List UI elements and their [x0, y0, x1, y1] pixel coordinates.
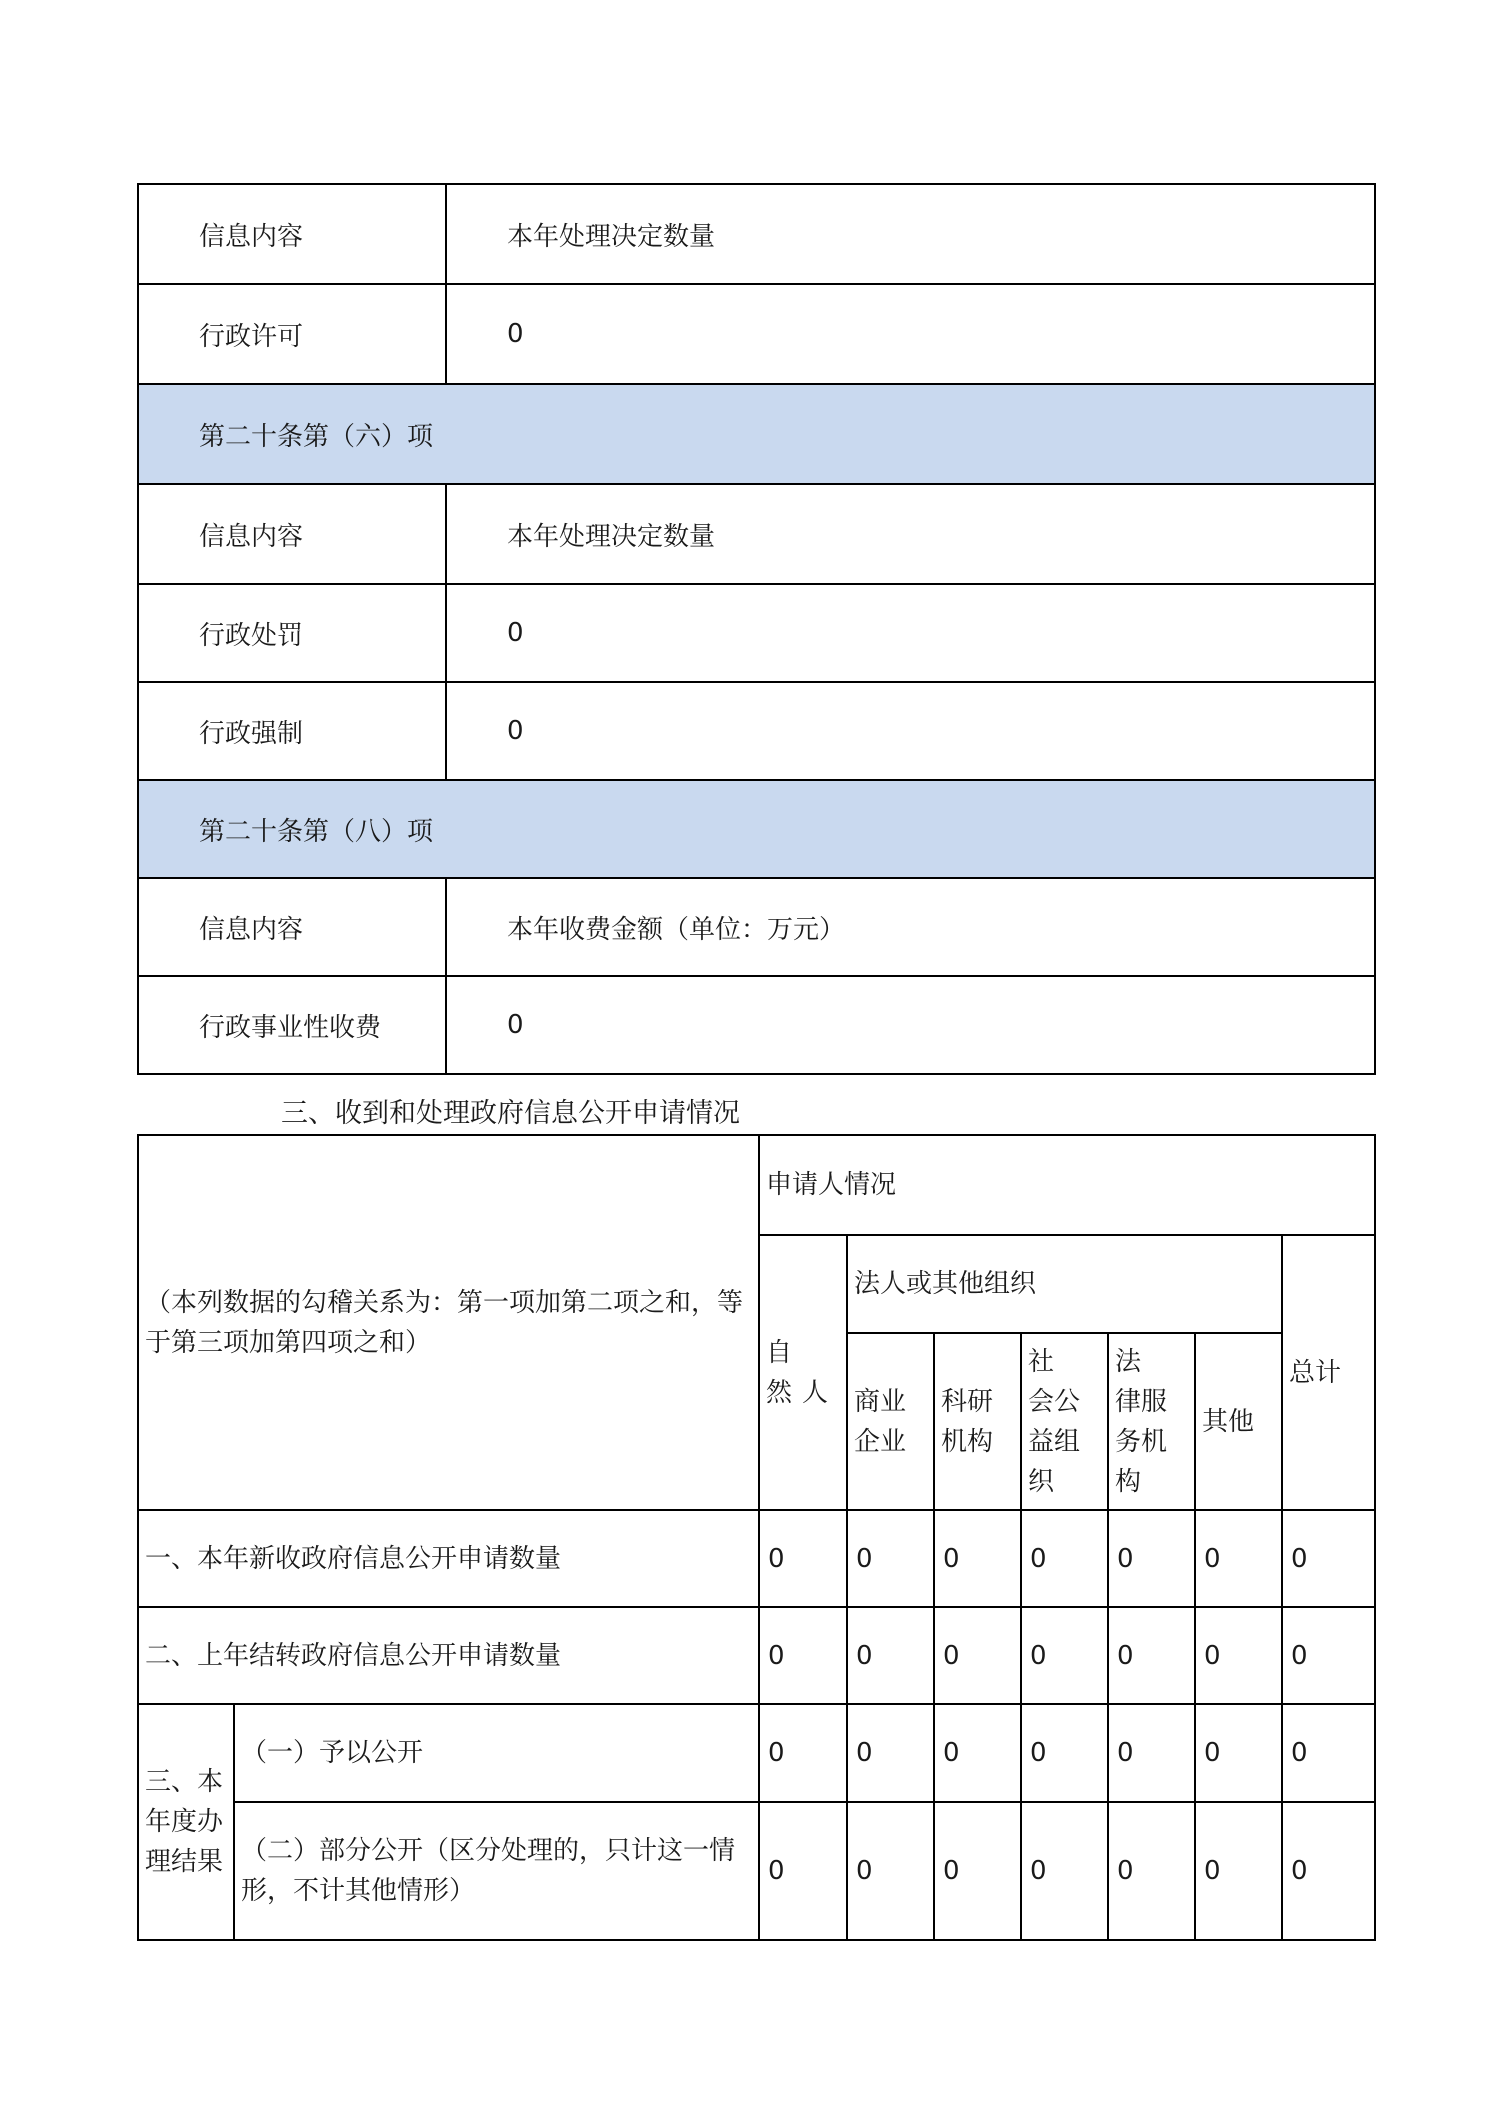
cell-value: 0 — [759, 1704, 847, 1802]
table-row — [138, 1510, 1375, 1607]
table-row — [138, 484, 1375, 584]
row-label: 信息内容 — [138, 484, 446, 584]
section-header-row — [138, 780, 1375, 878]
cell-value: 0 — [1021, 1802, 1108, 1940]
row-value: 本年收费金额（单位：万元） — [446, 878, 1375, 976]
cell-value: 0 — [1282, 1607, 1375, 1704]
table-row — [138, 1607, 1375, 1704]
col-header: 社 会公 益组织 — [1021, 1333, 1108, 1510]
cell-value: 0 — [1108, 1704, 1195, 1802]
applicant-header: 申请人情况 — [759, 1135, 1375, 1235]
row-label: 行政许可 — [138, 284, 446, 384]
section-header-row — [138, 384, 1375, 484]
row-value: 0 — [446, 284, 1375, 384]
section-header: 第二十条第（八）项 — [138, 780, 1375, 878]
cell-value: 0 — [1021, 1607, 1108, 1704]
col-header: 其他 — [1195, 1333, 1282, 1510]
result-group-label: 三、本年度办理结果 — [138, 1704, 234, 1940]
row-value: 0 — [446, 584, 1375, 682]
table-row — [138, 184, 1375, 284]
cell-value: 0 — [847, 1704, 934, 1802]
row-label: 行政事业性收费 — [138, 976, 446, 1074]
cell-value: 0 — [934, 1704, 1021, 1802]
row-label: 信息内容 — [138, 878, 446, 976]
cell-value: 0 — [1195, 1802, 1282, 1940]
cell-value: 0 — [934, 1607, 1021, 1704]
row-label: 一、本年新收政府信息公开申请数量 — [138, 1510, 759, 1607]
cell-value: 0 — [1282, 1802, 1375, 1940]
cell-value: 0 — [1021, 1704, 1108, 1802]
table-row — [138, 682, 1375, 780]
row-value: 0 — [446, 976, 1375, 1074]
table-row — [138, 584, 1375, 682]
cell-value: 0 — [1021, 1510, 1108, 1607]
cell-value: 0 — [1108, 1607, 1195, 1704]
section-header: 第二十条第（六）项 — [138, 384, 1375, 484]
row-label: 行政处罚 — [138, 584, 446, 682]
table-row — [138, 284, 1375, 384]
row-value: 本年处理决定数量 — [446, 484, 1375, 584]
cell-value: 0 — [1195, 1704, 1282, 1802]
table-row — [138, 1802, 1375, 1940]
row-value: 0 — [446, 682, 1375, 780]
row-label: （一）予以公开 — [234, 1704, 759, 1802]
cell-value: 0 — [934, 1510, 1021, 1607]
col-header: 法 律服 务机构 — [1108, 1333, 1195, 1510]
col-header: 商业企业 — [847, 1333, 934, 1510]
cell-value: 0 — [934, 1802, 1021, 1940]
cell-value: 0 — [847, 1802, 934, 1940]
total-header: 总计 — [1282, 1235, 1375, 1510]
cell-value: 0 — [1282, 1704, 1375, 1802]
cell-value: 0 — [759, 1802, 847, 1940]
natural-person-header: 自 然人 — [759, 1235, 847, 1510]
row-label: 行政强制 — [138, 682, 446, 780]
cell-value: 0 — [1195, 1607, 1282, 1704]
balance-note: （本列数据的勾稽关系为：第一项加第二项之和，等于第三项加第四项之和） — [138, 1135, 759, 1510]
cell-value: 0 — [759, 1607, 847, 1704]
decision-count-table — [137, 183, 1376, 1075]
col-header: 科研机构 — [934, 1333, 1021, 1510]
row-label: （二）部分公开（区分处理的，只计这一情形，不计其他情形） — [234, 1802, 759, 1940]
cell-value: 0 — [1108, 1802, 1195, 1940]
row-label: 信息内容 — [138, 184, 446, 284]
header-row — [138, 1135, 1375, 1235]
cell-value: 0 — [759, 1510, 847, 1607]
row-value: 本年处理决定数量 — [446, 184, 1375, 284]
cell-value: 0 — [847, 1510, 934, 1607]
cell-value: 0 — [847, 1607, 934, 1704]
row-label: 二、上年结转政府信息公开申请数量 — [138, 1607, 759, 1704]
table-row — [138, 1704, 1375, 1802]
cell-value: 0 — [1108, 1510, 1195, 1607]
table-row — [138, 878, 1375, 976]
legal-group-header: 法人或其他组织 — [847, 1235, 1282, 1333]
cell-value: 0 — [1195, 1510, 1282, 1607]
section-title: 三、收到和处理政府信息公开申请情况 — [281, 1098, 740, 1129]
application-status-table — [137, 1134, 1376, 1941]
table-row — [138, 976, 1375, 1074]
cell-value: 0 — [1282, 1510, 1375, 1607]
